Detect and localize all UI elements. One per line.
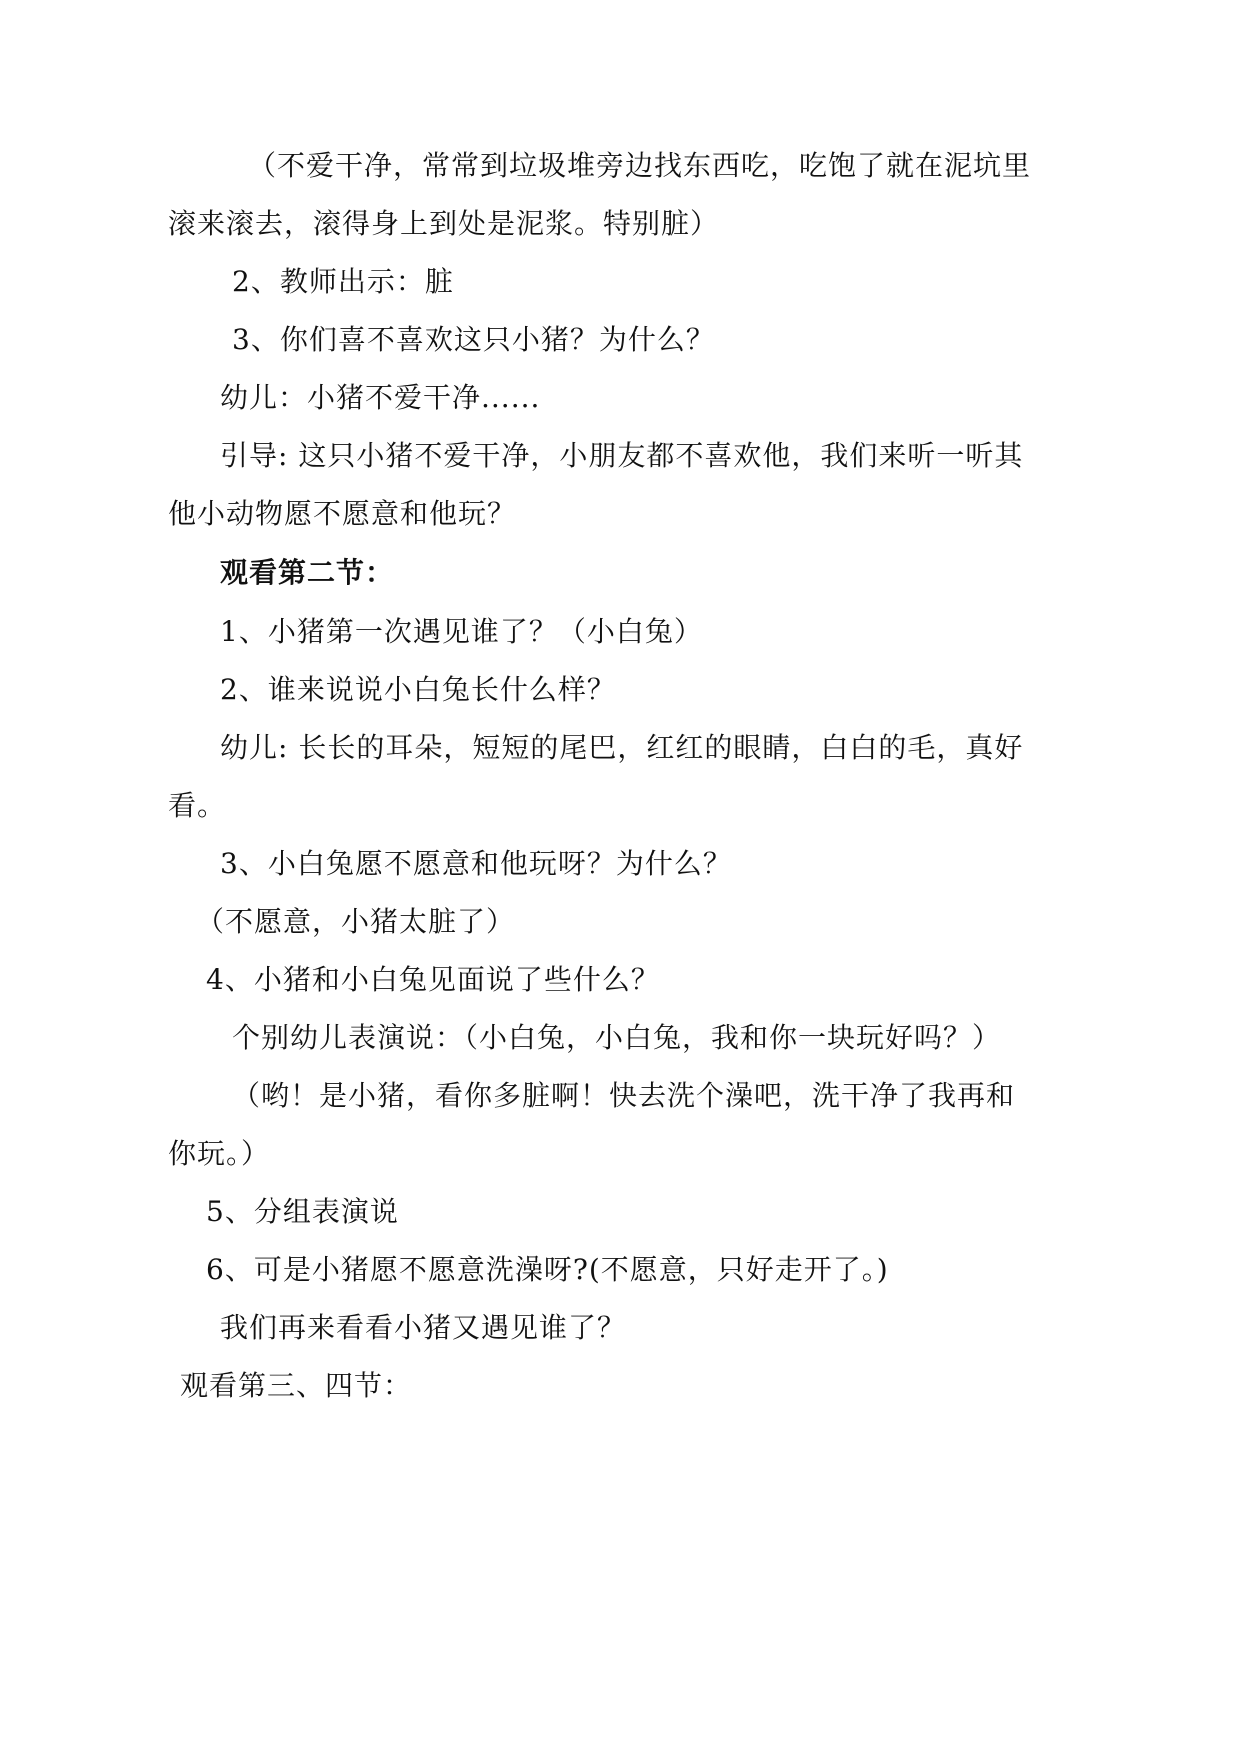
paragraph-line: 他小动物愿不愿意和他玩？ (168, 497, 517, 530)
paragraph-line: 滚来滚去，滚得身上到处是泥浆。特别脏） (168, 207, 720, 240)
section-heading: 观看第三、四节： (180, 1369, 413, 1402)
paragraph-line: 4、小猪和小白兔见面说了些什么？ (206, 963, 660, 996)
paragraph-line: 幼儿: 长长的耳朵，短短的尾巴，红红的眼睛，白白的毛，真好 (220, 731, 1024, 764)
paragraph-line: 5、分组表演说 (206, 1195, 399, 1228)
paragraph-line: 个别幼儿表演说：（小白兔，小白兔，我和你一块玩好吗？） (232, 1021, 1002, 1054)
section-heading: 观看第二节： (220, 556, 395, 589)
paragraph-line: （哟！是小猪，看你多脏啊！快去洗个澡吧，洗干净了我再和 (232, 1079, 1016, 1112)
paragraph-line: 3、小白兔愿不愿意和他玩呀？为什么？ (220, 847, 732, 880)
paragraph-line: 看。 (168, 789, 227, 822)
paragraph-line: 6、可是小猪愿不愿意洗澡呀?(不愿意，只好走开了。) (206, 1253, 889, 1286)
paragraph-line: 2、教师出示：脏 (232, 265, 454, 298)
paragraph-line: 引导: 这只小猪不爱干净，小朋友都不喜欢他，我们来听一听其 (220, 439, 1024, 472)
paragraph-line: 你玩。） (168, 1137, 271, 1170)
paragraph-line: （不爱干净，常常到垃圾堆旁边找东西吃，吃饱了就在泥坑里 (248, 149, 1032, 182)
paragraph-line: 1、小猪第一次遇见谁了？（小白兔） (220, 615, 703, 648)
paragraph-line: （不愿意，小猪太脏了） (196, 905, 516, 938)
paragraph-line: 3、你们喜不喜欢这只小猪？为什么？ (232, 323, 715, 356)
paragraph-line: 我们再来看看小猪又遇见谁了？ (220, 1311, 627, 1344)
paragraph-line: 幼儿：小猪不爱干净...... (220, 381, 541, 414)
paragraph-line: 2、谁来说说小白兔长什么样？ (220, 673, 616, 706)
